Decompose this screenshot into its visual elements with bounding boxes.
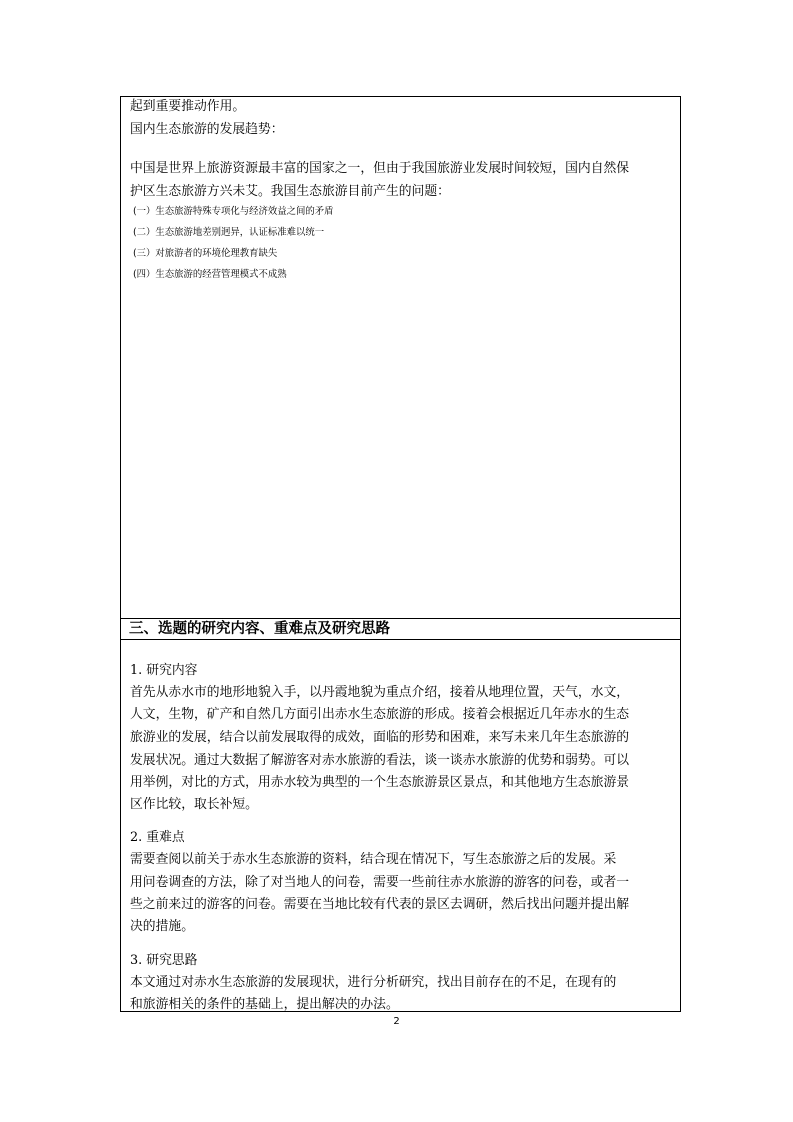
text-line: 用问卷调查的方法，除了对当地人的问卷，需要一些前往赤水旅游的游客的问卷，或者一 <box>130 875 630 890</box>
text-line: 本文通过对赤水生态旅游的发展现状，进行分析研究，找出目前存在的不足，在现有的 <box>130 975 617 990</box>
text-line: 中国是世界上旅游资源最丰富的国家之一，但由于我国旅游业发展时间较短，国内自然保 <box>130 161 630 176</box>
text-line: 人文，生物，矿产和自然几方面引出赤水生态旅游的形成。接着会根据近几年赤水的生态 <box>130 707 630 722</box>
text-line: 护区生态旅游方兴未艾。我国生态旅游目前产生的问题： <box>130 184 450 199</box>
text-line: 旅游业的发展，结合以前发展取得的成效，面临的形势和困难，来写未来几年生态旅游的 <box>130 730 630 745</box>
text-line: 和旅游相关的条件的基础上，提出解决的办法。 <box>130 997 399 1012</box>
problem-item: (四）生态旅游的经营管理模式不成熟 <box>133 269 287 280</box>
problem-item: (二）生态旅游地差别迥异，认证标准难以统一 <box>133 227 325 238</box>
subsection-title: 1. 研究内容 <box>130 663 198 678</box>
problem-item: (一）生态旅游特殊专项化与经济效益之间的矛盾 <box>133 206 334 217</box>
text-line: 起到重要推动作用。 <box>130 99 246 114</box>
text-line: 用举例，对比的方式，用赤水较为典型的一个生态旅游景区景点，和其他地方生态旅游景 <box>130 775 630 790</box>
text-line: 需要查阅以前关于赤水生态旅游的资料，结合现在情况下，写生态旅游之后的发展。采 <box>130 852 617 867</box>
text-line: 些之前来过的游客的问卷。需要在当地比较有代表的景区去调研，然后找出问题并提出解 <box>130 897 630 912</box>
text-line: 决的措施。 <box>130 919 194 934</box>
text-line: 国内生态旅游的发展趋势： <box>130 122 284 137</box>
subsection-title: 2. 重难点 <box>130 830 185 845</box>
subsection-title: 3. 研究思路 <box>130 953 198 968</box>
problem-item: (三）对旅游者的环境伦理教育缺失 <box>133 248 278 259</box>
text-line: 区作比较，取长补短。 <box>130 797 258 812</box>
page-number: 2 <box>393 1016 400 1027</box>
section-heading: 三、选题的研究内容、重难点及研究思路 <box>129 620 390 637</box>
text-line: 发展状况。通过大数据了解游客对赤水旅游的看法，谈一谈赤水旅游的优势和弱势。可以 <box>130 753 630 768</box>
text-line: 首先从赤水市的地形地貌入手，以丹霞地貌为重点介绍，接着从地理位置，天气，水文， <box>130 685 630 700</box>
